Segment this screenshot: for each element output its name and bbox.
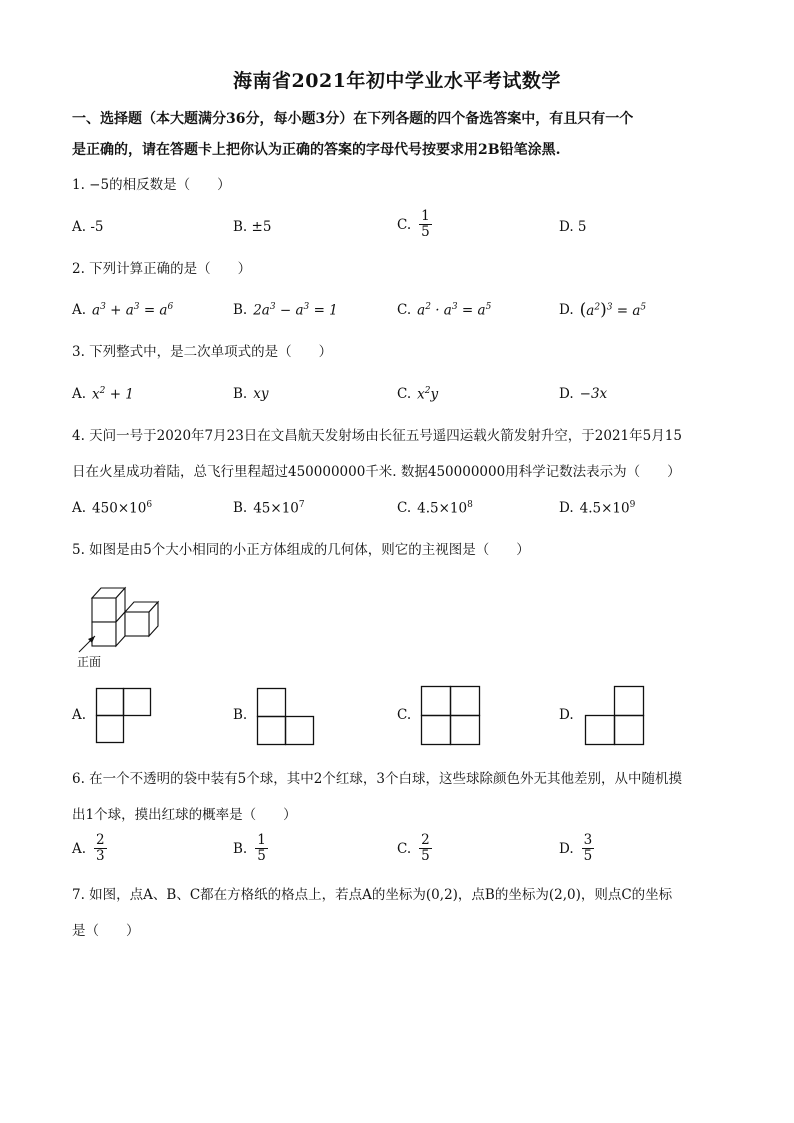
- q2-option-a: [72, 302, 173, 319]
- q5-option-a-label: A.: [72, 707, 87, 723]
- question-6-stem: [72, 764, 732, 831]
- q1-option-d: D. 5: [559, 219, 587, 235]
- q6-d-numerator: 3: [583, 832, 593, 848]
- question-4-stem: [72, 421, 732, 488]
- q3-option-c: [397, 386, 438, 403]
- q5-option-c-figure: [421, 686, 481, 746]
- q6-option-c-label: C.: [397, 840, 412, 857]
- q6-option-b-label: B.: [233, 840, 248, 857]
- section-line-1: 一、选择题（本大题满分36分，每小题3分）在下列各题的四个备选答案中，有且只有一个: [72, 111, 634, 127]
- q4-option-b-expr: $45\times 10^7$: [253, 500, 305, 517]
- q2-option-c-expr: $a^2 \cdot a^3 = a^5$: [417, 302, 492, 319]
- q6-c-numerator: 2: [421, 832, 430, 848]
- q3-option-b-expr: xy: [253, 386, 269, 402]
- q6-option-a-fraction: [94, 833, 107, 864]
- q3-option-a-label: A.: [72, 386, 87, 403]
- q1-option-c-label: C.: [397, 216, 412, 233]
- q3-option-d-label: D.: [559, 386, 574, 402]
- q6-line-2: 出1个球，摸出红球的概率是（ ）: [72, 807, 297, 823]
- q2-option-d: [559, 300, 646, 320]
- q2-option-c: [397, 302, 491, 319]
- q1-option-c-fraction: [419, 209, 432, 240]
- page-title: 海南省2021年初中学业水平考试数学: [233, 70, 561, 92]
- q5-option-b-figure: [257, 688, 315, 746]
- q3-option-d: [559, 386, 607, 402]
- q4-line-2: 日在火星成功着陆，总飞行里程超过450000000千米. 数据450000000用科学记数法表示为（ ）: [72, 464, 681, 480]
- q4-option-a-expr: $450\times 10^6$: [92, 500, 153, 517]
- q3-option-b: [233, 386, 268, 402]
- q4-option-a-label: A.: [72, 500, 87, 517]
- q4-option-c-expr: $4.5\times 10^8$: [417, 500, 473, 517]
- q6-option-c-fraction: [419, 833, 432, 864]
- q5-option-d-label: D.: [559, 707, 574, 723]
- q6-c-denominator: 5: [421, 848, 430, 864]
- question-1-stem: 1. −5的相反数是（ ）: [72, 177, 231, 193]
- q6-a-denominator: 3: [96, 848, 105, 864]
- q5-option-a-figure: [96, 688, 152, 744]
- question-7-stem: [72, 880, 732, 947]
- q2-option-a-expr: $a^3 + a^3 = a^6$: [92, 302, 174, 319]
- q6-line-1: 6. 在一个不透明的袋中装有5个球，其中2个红球，3个白球，这些球除颜色外无其他差别，从中随机摸: [72, 771, 682, 787]
- q6-option-a-label: A.: [72, 840, 87, 857]
- q2-option-a-label: A.: [72, 302, 87, 319]
- question-2-stem: 2. 下列计算正确的是（ ）: [72, 261, 252, 277]
- section-heading: [72, 104, 732, 166]
- q4-line-1: 4. 天问一号于2020年7月23日在文昌航天发射场由长征五号遥四运载火箭发射升空，于2021年5月15: [72, 428, 682, 444]
- q3-option-b-label: B.: [233, 386, 248, 402]
- q6-b-denominator: 5: [257, 848, 266, 864]
- q4-option-d: [559, 500, 635, 517]
- q5-option-c-label: C.: [397, 707, 412, 723]
- q4-option-c: [397, 500, 473, 517]
- q5-front-label: 正面: [77, 655, 102, 669]
- q6-d-denominator: 5: [583, 848, 593, 864]
- q6-b-numerator: 1: [257, 832, 266, 848]
- q3-option-c-label: C.: [397, 386, 412, 403]
- q1-c-numerator: 1: [421, 208, 430, 224]
- q6-option-a: [72, 833, 109, 864]
- q3-option-a-expr: $x^2 + 1$: [92, 386, 134, 403]
- q4-option-d-label: D.: [559, 500, 574, 517]
- q7-line-1: 7. 如图，点A、B、C都在方格纸的格点上，若点A的坐标为(0,2)，点B的坐标为(2,0)，则点C的坐标: [72, 887, 673, 903]
- q4-option-b-label: B.: [233, 500, 248, 517]
- q5-cube-figure: [75, 578, 165, 656]
- q4-option-c-label: C.: [397, 500, 412, 517]
- q5-option-b-label: B.: [233, 707, 248, 723]
- q2-option-b-label: B.: [233, 302, 248, 319]
- q1-c-denominator: 5: [421, 224, 430, 240]
- q1-option-c: [397, 209, 434, 240]
- section-line-2: 是正确的，请在答题卡上把你认为正确的答案的字母代号按要求用2B铅笔涂黑.: [72, 142, 561, 158]
- q6-option-d: [559, 833, 596, 864]
- q6-option-d-fraction: [582, 833, 595, 864]
- q2-option-c-label: C.: [397, 302, 412, 319]
- q6-option-c: [397, 833, 434, 864]
- question-5-stem: 5. 如图是由5个大小相同的小正方体组成的几何体，则它的主视图是（ ）: [72, 542, 530, 558]
- q7-line-2: 是（ ）: [72, 923, 140, 939]
- q6-option-b: [233, 833, 270, 864]
- q2-option-d-label: D.: [559, 302, 574, 318]
- q5-option-d-figure: [585, 686, 645, 746]
- q4-option-a: [72, 500, 152, 517]
- q3-option-a: [72, 386, 134, 403]
- q3-option-c-expr: $x^2y$: [417, 386, 439, 403]
- q6-option-d-label: D.: [559, 840, 574, 857]
- q6-a-numerator: 2: [96, 832, 105, 848]
- q2-option-d-expr: $(a^2)^3 = a^5$: [579, 300, 647, 320]
- q1-option-a: A. -5: [72, 219, 104, 235]
- q4-option-d-expr: $4.5\times 10^9$: [579, 500, 636, 517]
- q2-option-b: [233, 302, 338, 319]
- q2-option-b-expr: $2a^3 - a^3 = 1$: [253, 302, 338, 319]
- question-3-stem: 3. 下列整式中，是二次单项式的是（ ）: [72, 344, 333, 360]
- q1-option-b: B. ±5: [233, 219, 272, 235]
- q3-option-d-expr: −3x: [579, 386, 608, 402]
- q4-option-b: [233, 500, 305, 517]
- q6-option-b-fraction: [255, 833, 268, 864]
